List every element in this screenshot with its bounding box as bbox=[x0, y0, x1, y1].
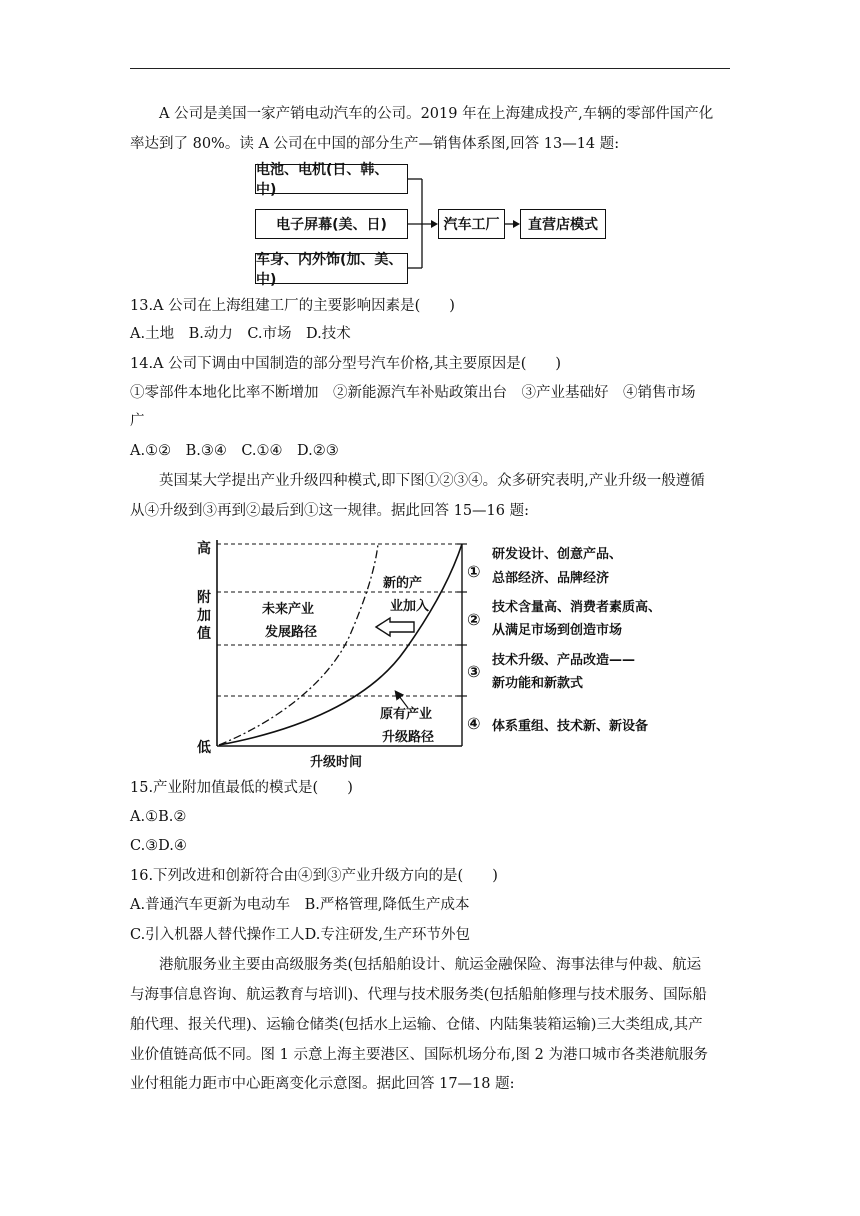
intro2-line1: 英国某大学提出产业升级四种模式,即下图①②③④。众多研究表明,产业升级一般遵循 bbox=[159, 473, 705, 489]
y-high-label: 高 bbox=[197, 541, 211, 557]
intro3-line3: 舶代理、报关代理)、运输仓储类(包括水上运输、仓储、内陆集装箱运输)三大类组成,其产 bbox=[130, 1017, 703, 1033]
q15-stem: 15.产业附加值最低的模式是( ) bbox=[130, 780, 353, 796]
level-4-number: ④ bbox=[467, 714, 481, 733]
direct-store-box: 直营店模式 bbox=[520, 209, 606, 239]
intro3-line2: 与海事信息咨询、航运教育与培训)、代理与技术服务类(包括船舶修理与技术服务、国际船 bbox=[130, 987, 707, 1003]
original-path-pointer bbox=[396, 692, 408, 708]
level-2-number: ② bbox=[467, 610, 481, 629]
intro3-line1: 港航服务业主要由高级服务类(包括船舶设计、航运金融保险、海事法律与仲裁、航运 bbox=[159, 957, 702, 973]
component-box-screen: 电子屏幕(美、日) bbox=[255, 209, 408, 239]
original-path-label-2: 升级路径 bbox=[382, 730, 435, 745]
car-factory-box: 汽车工厂 bbox=[438, 209, 505, 239]
intro2-line2: 从④升级到③再到②最后到①这一规律。据此回答 15—16 题: bbox=[130, 503, 530, 519]
level-1-number: ① bbox=[467, 562, 481, 581]
intro3-line5: 业付租能力距市中心距离变化示意图。据此回答 17—18 题: bbox=[130, 1076, 515, 1092]
flowchart-connectors bbox=[0, 0, 860, 300]
y-label-char-3: 值 bbox=[197, 626, 211, 642]
future-path-label-1: 未来产业 bbox=[262, 602, 315, 617]
y-label-char-2: 加 bbox=[197, 608, 211, 624]
level-3-desc-1: 技术升级、产品改造—— bbox=[492, 653, 636, 668]
intro1-line2: 率达到了 80%。读 A 公司在中国的部分生产—销售体系图,回答 13—14 题: bbox=[130, 136, 620, 152]
y-label-char-1: 附 bbox=[197, 590, 211, 606]
q14-stem: 14.A 公司下调由中国制造的部分型号汽车价格,其主要原因是( ) bbox=[130, 356, 562, 372]
level-3-desc-2: 新功能和新款式 bbox=[492, 676, 584, 691]
industry-upgrade-diagram bbox=[0, 530, 860, 770]
new-entry-label-1: 新的产 bbox=[383, 576, 423, 591]
level-3-number: ③ bbox=[467, 662, 481, 681]
original-path-label-1: 原有产业 bbox=[380, 707, 433, 722]
level-2-desc-1: 技术含量高、消费者素质高、 bbox=[492, 600, 662, 615]
q15-options-line2: C.③D.④ bbox=[130, 838, 187, 854]
new-entry-label-2: 业加入 bbox=[390, 599, 430, 614]
level-2-desc-2: 从满足市场到创造市场 bbox=[492, 623, 623, 638]
level-1-desc-2: 总部经济、品牌经济 bbox=[492, 571, 610, 586]
intro3-line4: 业价值链高低不同。图 1 示意上海主要港区、国际机场分布,图 2 为港口城市各类港航服务 bbox=[130, 1047, 708, 1063]
q16-options-line1: A.普通汽车更新为电动车 B.严格管理,降低生产成本 bbox=[130, 897, 470, 913]
future-path-label-2: 发展路径 bbox=[265, 625, 318, 640]
q14-items-line1: ①零部件本地化比率不断增加 ②新能源汽车补贴政策出台 ③产业基础好 ④销售市场 bbox=[130, 385, 696, 401]
level-1-desc-1: 研发设计、创意产品、 bbox=[492, 547, 623, 562]
q13-options: A.土地 B.动力 C.市场 D.技术 bbox=[130, 326, 351, 342]
q14-options: A.①② B.③④ C.①④ D.②③ bbox=[130, 443, 339, 459]
q14-items-line2: 广 bbox=[130, 413, 145, 429]
production-sales-flowchart bbox=[0, 0, 860, 300]
new-entry-arrow bbox=[376, 618, 414, 636]
q16-options-line2: C.引入机器人替代操作工人D.专注研发,生产环节外包 bbox=[130, 927, 471, 943]
q16-stem: 16.下列改进和创新符合由④到③产业升级方向的是( ) bbox=[130, 868, 498, 884]
intro1-line1: A 公司是美国一家产销电动汽车的公司。2019 年在上海建成投产,车辆的零部件国产化 bbox=[159, 106, 714, 122]
component-box-body-interior: 车身、内外饰(加、美、中) bbox=[255, 253, 408, 284]
x-axis-label: 升级时间 bbox=[310, 755, 363, 770]
q13-stem: 13.A 公司在上海组建工厂的主要影响因素是( ) bbox=[130, 298, 455, 314]
future-development-curve bbox=[219, 544, 378, 745]
y-low-label: 低 bbox=[197, 740, 211, 756]
q15-options-line1: A.①B.② bbox=[130, 809, 187, 825]
component-box-battery-motor: 电池、电机(日、韩、中) bbox=[255, 164, 408, 194]
level-4-desc-1: 体系重组、技术新、新设备 bbox=[492, 719, 649, 734]
